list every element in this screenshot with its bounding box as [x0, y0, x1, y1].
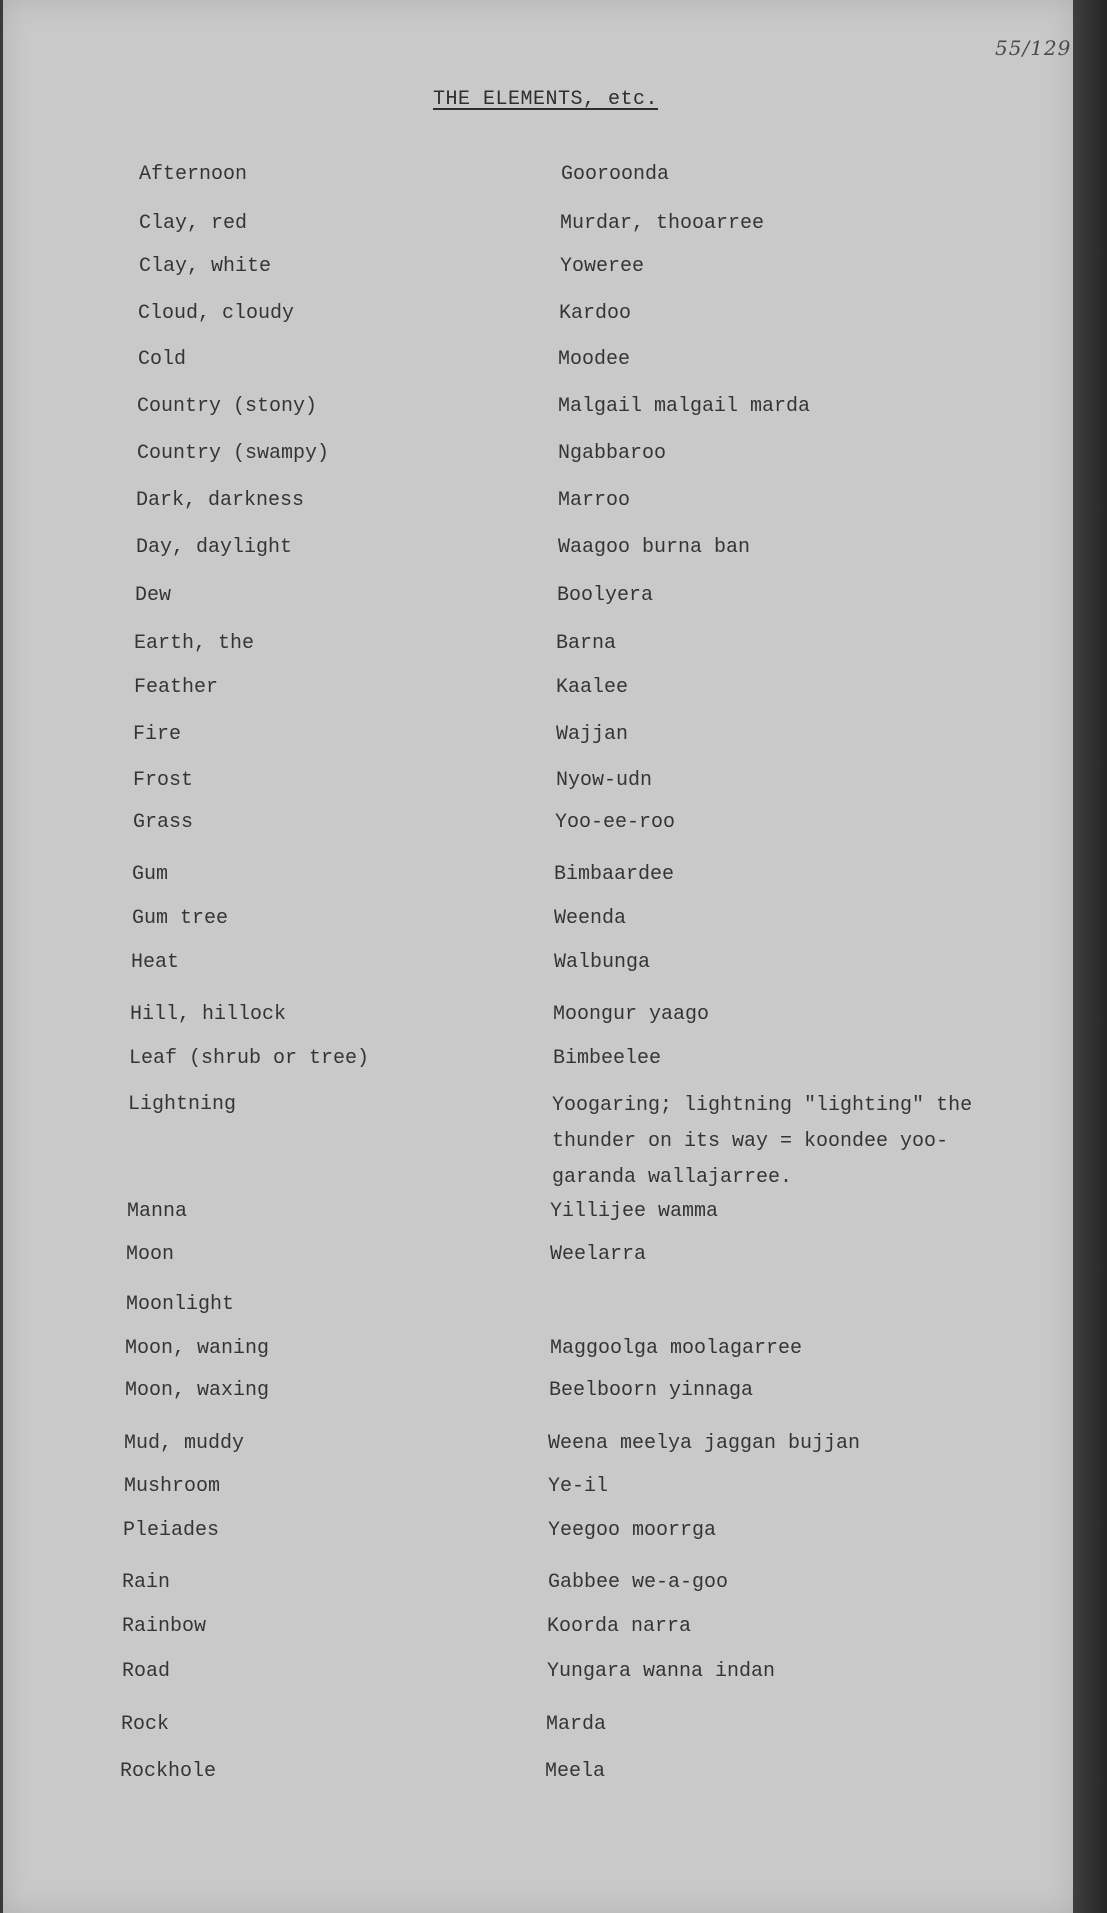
entry-term: Moon	[126, 1243, 175, 1266]
entry-definition: Bimbaardee	[554, 863, 675, 886]
entry-term: Rain	[122, 1571, 171, 1594]
entry-definition: Weena meelya jaggan bujjan	[548, 1432, 861, 1455]
page-title: THE ELEMENTS, etc.	[433, 88, 659, 111]
page-number: 55/129	[995, 36, 1072, 60]
entry-term: Fire	[133, 723, 182, 746]
entry-definition: Yillijee wamma	[550, 1200, 719, 1223]
entry-term: Pleiades	[123, 1519, 220, 1542]
entry-definition: Nyow-udn	[556, 769, 653, 792]
entry-definition: Boolyera	[557, 584, 654, 607]
entry-definition: Beelboorn yinnaga	[549, 1379, 754, 1402]
entry-term: Mud, muddy	[124, 1432, 245, 1455]
entry-definition: Marroo	[558, 489, 631, 512]
entry-definition: Bimbeelee	[553, 1047, 662, 1070]
entry-term: Gum tree	[132, 907, 229, 930]
entry-term: Clay, white	[139, 255, 272, 278]
entry-definition: Yeegoo moorrga	[548, 1519, 717, 1542]
entry-term: Rockhole	[120, 1760, 217, 1783]
entry-term: Road	[122, 1660, 171, 1683]
entry-definition: Gooroonda	[561, 163, 670, 186]
entry-definition: Moongur yaago	[553, 1003, 710, 1026]
entry-definition: Yungara wanna indan	[547, 1660, 776, 1683]
entry-term: Grass	[133, 811, 194, 834]
entry-term: Lightning	[128, 1093, 237, 1116]
entry-term: Country (swampy)	[137, 442, 330, 465]
entry-term: Feather	[134, 676, 219, 699]
entry-term: Clay, red	[139, 212, 248, 235]
entry-definition: Moodee	[558, 348, 631, 371]
entry-definition: Gabbee we-a-goo	[548, 1571, 729, 1594]
entry-term: Manna	[127, 1200, 188, 1223]
entry-definition: Kardoo	[559, 302, 632, 325]
entry-term: Country (stony)	[137, 395, 318, 418]
entry-definition: Ngabbaroo	[558, 442, 667, 465]
entry-term: Earth, the	[134, 632, 255, 655]
entry-definition: Wajjan	[556, 723, 629, 746]
entry-definition: Yoweree	[560, 255, 645, 278]
entry-term: Dark, darkness	[136, 489, 305, 512]
entry-term: Rock	[121, 1713, 170, 1736]
entry-definition: Yoogaring; lightning "lighting" the thunder on its way = koondee yoo-garanda wallajarree.	[552, 1094, 973, 1189]
entry-definition: Weelarra	[550, 1243, 647, 1266]
entry-definition: Yoo-ee-roo	[555, 811, 676, 834]
entry-definition: Waagoo burna ban	[558, 536, 751, 559]
entry-definition: Weenda	[554, 907, 627, 930]
entry-term: Hill, hillock	[130, 1003, 287, 1026]
entry-definition: Ye-il	[548, 1475, 609, 1498]
entry-term: Mushroom	[124, 1475, 221, 1498]
entry-term: Moon, waning	[125, 1337, 270, 1360]
entry-term: Afternoon	[139, 163, 248, 186]
entry-term: Cloud, cloudy	[138, 302, 295, 325]
entry-term: Leaf (shrub or tree)	[129, 1047, 370, 1070]
entry-definition: Walbunga	[554, 951, 651, 974]
entry-definition: Meela	[545, 1760, 606, 1783]
entry-term: Dew	[135, 584, 172, 607]
entry-term: Heat	[131, 951, 180, 974]
entry-term: Moonlight	[126, 1293, 235, 1316]
entry-definition: Maggoolga moolagarree	[550, 1337, 803, 1360]
entry-term: Moon, waxing	[125, 1379, 270, 1402]
entry-term: Cold	[138, 348, 187, 371]
entry-term: Rainbow	[122, 1615, 207, 1638]
entry-definition: Malgail malgail marda	[558, 395, 811, 418]
entry-term: Day, daylight	[136, 536, 293, 559]
entry-definition: Barna	[556, 632, 617, 655]
entry-term: Gum	[132, 863, 169, 886]
entry-definition: Murdar, thooarree	[560, 212, 765, 235]
entry-definition: Koorda narra	[547, 1615, 692, 1638]
entry-term: Frost	[133, 769, 194, 792]
entry-definition: Kaalee	[556, 676, 629, 699]
entry-definition: Marda	[546, 1713, 607, 1736]
